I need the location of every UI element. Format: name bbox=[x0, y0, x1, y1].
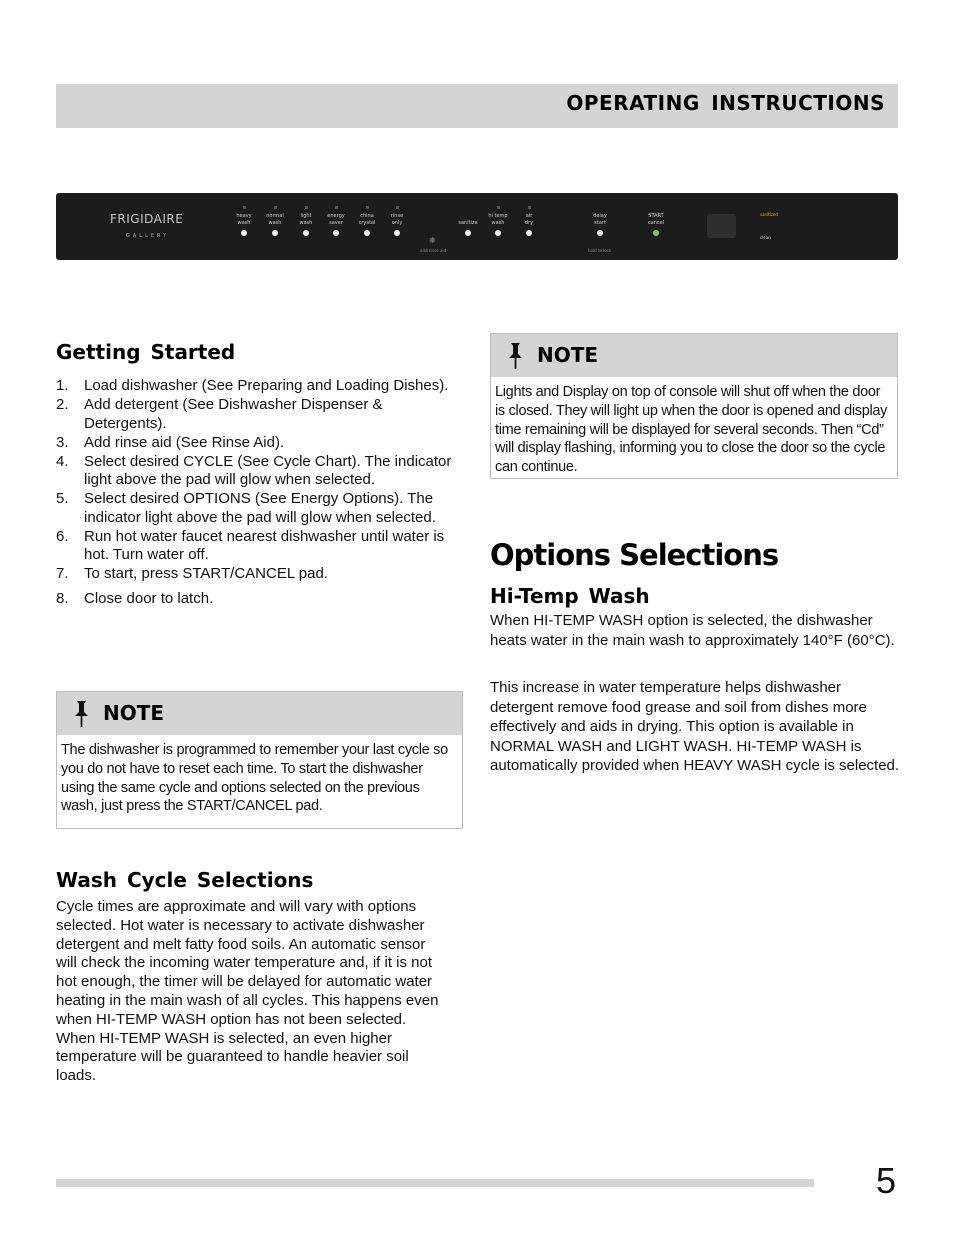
pad-label-bottom: wash bbox=[237, 220, 251, 226]
page-number: 5 bbox=[876, 1160, 897, 1201]
wash-cycle-text: Cycle times are approximate and will vary with options selected. Hot water is necessary to activate dishwasher detergent and melt fatty food soils. An automatic sensor will check the incoming water temperature and, if it is not hot enough, the timer will be delayed for automatic water heating in the main wash of all cycles. This happens even when HI-TEMP WASH option has not been selected. When HI-TEMP WASH is selected, an even higher temperature will be guaranteed to handle heavier soil loads. bbox=[56, 898, 439, 1085]
hi-temp-text-2: This increase in water temperature helps dishwasher detergent remove food grease and soil from dishes more effectively and aids in drying. This option is available in NORMAL WASH and LIGHT WASH. HI-TEMP WASH is automatically provided when HEAVY WASH cycle is selected. bbox=[490, 679, 900, 774]
note-box-left bbox=[56, 691, 463, 829]
step-text: Add rinse aid (See Rinse Aid). bbox=[84, 433, 285, 451]
pad-delay-start bbox=[586, 206, 614, 236]
pad-button bbox=[241, 230, 247, 236]
indicator-light bbox=[274, 206, 277, 209]
pad-label-top: light bbox=[300, 213, 312, 219]
pad-button bbox=[303, 230, 309, 236]
pushpin-icon bbox=[505, 342, 525, 370]
step-text: Close door to latch. bbox=[84, 589, 214, 607]
step-number: 2. bbox=[56, 396, 69, 413]
pad-label-bottom: wash bbox=[299, 220, 313, 226]
pad-label-bottom: wash bbox=[491, 220, 505, 226]
pad-button bbox=[394, 230, 400, 236]
step-text: Select desired CYCLE (See Cycle Chart). The indicator light above the pad will glow when selected. bbox=[84, 452, 452, 488]
note-label: NOTE bbox=[537, 343, 599, 367]
step-number: 3. bbox=[56, 433, 69, 451]
indicator-light bbox=[497, 206, 500, 209]
options-heading: Options Selections bbox=[490, 538, 779, 572]
indicator-light bbox=[243, 206, 246, 209]
note-box-right bbox=[490, 333, 898, 479]
step-number: 1. bbox=[56, 377, 69, 394]
pad-rinse-only bbox=[383, 206, 411, 236]
indicator-light bbox=[396, 206, 399, 209]
pad-label-bottom: saver bbox=[329, 220, 343, 226]
step-text: Select desired OPTIONS (See Energy Options). The indicator light above the pad will glow when selected. bbox=[84, 490, 436, 526]
rinse-aid-label: add rinse aid bbox=[420, 248, 447, 253]
pad-button bbox=[526, 230, 532, 236]
getting-started-steps bbox=[56, 377, 456, 609]
hi-temp-text-1: When HI-TEMP WASH option is selected, the dishwasher heats water in the main wash to approximately 140°F (60°C). bbox=[490, 612, 895, 649]
getting-started-heading: Getting Started bbox=[56, 340, 236, 364]
step-number: 7. bbox=[56, 565, 69, 582]
brand-logo: FRIGIDAIRE bbox=[110, 212, 184, 226]
step-text: Add detergent (See Dishwasher Dispenser & Detergents). bbox=[84, 396, 383, 432]
pad-button bbox=[653, 230, 659, 236]
list-item bbox=[56, 565, 456, 584]
pad-label-top: air bbox=[525, 213, 533, 219]
pad-label-bottom: wash bbox=[268, 220, 282, 226]
time-display bbox=[707, 214, 736, 238]
pad-button bbox=[495, 230, 501, 236]
pad-label-bottom: cancel bbox=[647, 220, 665, 226]
pad-label-top: delay bbox=[593, 213, 607, 219]
step-text: To start, press START/CANCEL pad. bbox=[84, 565, 328, 582]
hold-to-lock-label: hold to lock bbox=[588, 248, 612, 253]
list-item bbox=[56, 490, 456, 527]
pad-start-cancel bbox=[642, 206, 670, 236]
pad-label-bottom: crystal bbox=[358, 220, 376, 226]
pad-button bbox=[364, 230, 370, 236]
pad-sanitize bbox=[454, 206, 482, 236]
pad-button bbox=[597, 230, 603, 236]
pad-label-bottom: sanitize bbox=[458, 220, 478, 226]
step-number: 6. bbox=[56, 527, 69, 545]
pad-label-top: china bbox=[360, 213, 374, 219]
pad-china-crystal bbox=[353, 206, 381, 236]
indicator-light bbox=[335, 206, 338, 209]
note-header bbox=[491, 334, 897, 377]
list-item bbox=[56, 434, 456, 453]
pad-label-bottom: dry bbox=[524, 220, 534, 226]
pad-label-bottom: start bbox=[594, 220, 606, 226]
pad-air-dry bbox=[515, 206, 543, 236]
wash-cycle-heading: Wash Cycle Selections bbox=[56, 868, 314, 892]
sanitized-indicator: sanitized bbox=[760, 212, 778, 217]
pad-button bbox=[272, 230, 278, 236]
list-item bbox=[56, 528, 456, 565]
indicator-light bbox=[366, 206, 369, 209]
footer-bar bbox=[56, 1179, 814, 1187]
pad-label-top: START bbox=[648, 213, 664, 219]
pad-label-top: heavy bbox=[236, 213, 252, 219]
indicator-light bbox=[528, 206, 531, 209]
step-number: 8. bbox=[56, 589, 69, 607]
pad-label-top: rinse bbox=[390, 213, 404, 219]
note-header bbox=[57, 692, 462, 735]
step-number: 5. bbox=[56, 490, 69, 507]
step-text: Load dishwasher (See Preparing and Loading Dishes). bbox=[84, 377, 449, 394]
pad-label-top: energy bbox=[327, 213, 345, 219]
note-text: The dishwasher is programmed to remember your last cycle so you do not have to reset each time. To start the dishwasher using the same cycle and options selected on the previous wash, just press the START/CANCEL pad. bbox=[61, 742, 448, 815]
pad-label-top: hi temp bbox=[488, 213, 508, 219]
section-header-bar bbox=[56, 84, 898, 128]
pad-energy-saver bbox=[322, 206, 350, 236]
pad-label-top: normal bbox=[266, 213, 284, 219]
note-label: NOTE bbox=[103, 701, 165, 725]
section-title: OPERATING INSTRUCTIONS bbox=[566, 91, 885, 115]
list-item bbox=[56, 396, 456, 433]
list-item bbox=[56, 453, 456, 490]
pushpin-icon bbox=[71, 700, 91, 728]
step-text: Run hot water faucet nearest dishwasher until water is hot. Turn water off. bbox=[84, 527, 445, 563]
list-item bbox=[56, 590, 456, 609]
brand-sub-logo: GALLERY bbox=[126, 233, 170, 239]
pad-heavy-wash bbox=[230, 206, 258, 236]
list-item bbox=[56, 377, 456, 396]
pad-button bbox=[333, 230, 339, 236]
step-number: 4. bbox=[56, 452, 69, 470]
pad-hi-temp-wash bbox=[484, 206, 512, 236]
clean-indicator: clean bbox=[760, 235, 771, 240]
hi-temp-heading: Hi-Temp Wash bbox=[490, 584, 650, 608]
pad-normal-wash bbox=[261, 206, 289, 236]
indicator-light bbox=[305, 206, 308, 209]
pad-label-bottom: only bbox=[391, 220, 403, 226]
rinse-aid-icon: ❋ bbox=[429, 236, 436, 245]
pad-light-wash bbox=[292, 206, 320, 236]
control-panel-image bbox=[56, 193, 898, 260]
note-text: Lights and Display on top of console will shut off when the door is closed. They will light up when the door is opened and display time remaining will be displayed for several seconds. Then “Cd” will display flashing, informing you to close the door so the cycle can continue. bbox=[495, 384, 888, 476]
pad-button bbox=[465, 230, 471, 236]
